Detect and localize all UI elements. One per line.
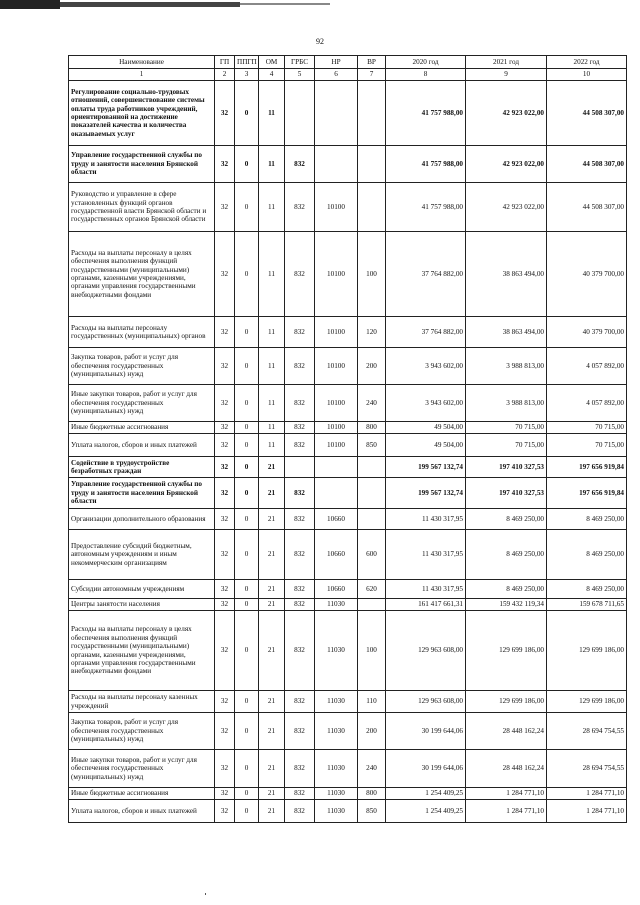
row-name-cell: Закупка товаров, работ и услуг для обеспечения государственных (муниципальных) нужд [69, 713, 215, 750]
om-cell: 11 [259, 183, 285, 232]
om-cell: 21 [259, 691, 285, 713]
row-name-cell: Содействие в трудоустройстве безработных граждан [69, 457, 215, 478]
gp-cell: 32 [215, 232, 235, 317]
amount-2022-cell: 159 678 711,65 [547, 599, 627, 611]
om-cell: 21 [259, 509, 285, 530]
grbs-cell: 832 [285, 530, 315, 580]
ppgp-cell: 0 [235, 509, 259, 530]
ppgp-cell: 0 [235, 146, 259, 183]
vr-cell [358, 81, 386, 146]
amount-2020-cell: 199 567 132,74 [386, 478, 466, 509]
ppgp-cell: 0 [235, 599, 259, 611]
col-number: 1 [69, 69, 215, 81]
amount-2022-cell: 44 508 307,00 [547, 81, 627, 146]
vr-cell: 100 [358, 611, 386, 691]
om-cell: 21 [259, 611, 285, 691]
ppgp-cell: 0 [235, 691, 259, 713]
col-number: 8 [386, 69, 466, 81]
table-row [69, 691, 627, 713]
header-row [69, 56, 627, 69]
amount-2022-cell: 28 694 754,55 [547, 750, 627, 788]
ppgp-cell: 0 [235, 81, 259, 146]
ppgp-cell: 0 [235, 530, 259, 580]
nr-cell: 10100 [315, 232, 358, 317]
ppgp-cell: 0 [235, 317, 259, 348]
col-header-ppgp: ППГП [235, 56, 259, 69]
nr-cell: 10100 [315, 422, 358, 434]
scan-speck [205, 893, 206, 895]
om-cell: 11 [259, 434, 285, 457]
col-header-2020: 2020 год [386, 56, 466, 69]
gp-cell: 32 [215, 750, 235, 788]
col-number: 6 [315, 69, 358, 81]
gp-cell: 32 [215, 385, 235, 422]
table-body [69, 81, 627, 823]
row-name-cell: Закупка товаров, работ и услуг для обеспечения государственных (муниципальных) нужд [69, 348, 215, 385]
ppgp-cell: 0 [235, 434, 259, 457]
nr-cell: 10660 [315, 530, 358, 580]
nr-cell: 10100 [315, 385, 358, 422]
col-header-vr: ВР [358, 56, 386, 69]
amount-2020-cell: 41 757 988,00 [386, 146, 466, 183]
amount-2022-cell: 28 694 754,55 [547, 713, 627, 750]
ppgp-cell: 0 [235, 611, 259, 691]
row-name-cell: Расходы на выплаты персоналу в целях обеспечения выполнения функций государственными (муниципальными) органами, казенными учреждениями, органами управления государственными внебюджетными фондами [69, 232, 215, 317]
col-header-name: Наименование [69, 56, 215, 69]
nr-cell: 10100 [315, 348, 358, 385]
amount-2020-cell: 49 504,00 [386, 422, 466, 434]
grbs-cell: 832 [285, 599, 315, 611]
gp-cell: 32 [215, 788, 235, 800]
om-cell: 11 [259, 81, 285, 146]
amount-2021-cell: 70 715,00 [466, 422, 547, 434]
amount-2022-cell: 8 469 250,00 [547, 509, 627, 530]
table-row [69, 434, 627, 457]
om-cell: 11 [259, 348, 285, 385]
table-row [69, 146, 627, 183]
amount-2020-cell: 41 757 988,00 [386, 81, 466, 146]
vr-cell: 850 [358, 800, 386, 823]
amount-2020-cell: 3 943 602,00 [386, 348, 466, 385]
row-name-cell: Иные закупки товаров, работ и услуг для обеспечения государственных (муниципальных) нужд [69, 750, 215, 788]
gp-cell: 32 [215, 599, 235, 611]
vr-cell: 620 [358, 580, 386, 599]
table-row [69, 599, 627, 611]
row-name-cell: Иные бюджетные ассигнования [69, 422, 215, 434]
amount-2021-cell: 8 469 250,00 [466, 530, 547, 580]
nr-cell [315, 146, 358, 183]
col-number: 5 [285, 69, 315, 81]
row-name-cell: Руководство и управление в сфере установленных функций органов государственной власти Брянской области и государственных органов Брянской области [69, 183, 215, 232]
amount-2021-cell: 197 410 327,53 [466, 478, 547, 509]
amount-2022-cell: 1 284 771,10 [547, 788, 627, 800]
vr-cell: 240 [358, 750, 386, 788]
column-number-row [69, 69, 627, 81]
table-row [69, 385, 627, 422]
gp-cell: 32 [215, 713, 235, 750]
amount-2021-cell: 42 923 022,00 [466, 81, 547, 146]
amount-2022-cell: 129 699 186,00 [547, 691, 627, 713]
vr-cell: 800 [358, 422, 386, 434]
amount-2020-cell: 129 963 608,00 [386, 611, 466, 691]
table-row [69, 788, 627, 800]
table-row [69, 530, 627, 580]
om-cell: 11 [259, 422, 285, 434]
row-name-cell: Иные закупки товаров, работ и услуг для обеспечения государственных (муниципальных) нужд [69, 385, 215, 422]
gp-cell: 32 [215, 457, 235, 478]
om-cell: 21 [259, 713, 285, 750]
amount-2021-cell: 70 715,00 [466, 434, 547, 457]
row-name-cell: Управление государственной службы по труду и занятости населения Брянской области [69, 146, 215, 183]
table-row [69, 81, 627, 146]
om-cell: 11 [259, 385, 285, 422]
amount-2020-cell: 30 199 644,06 [386, 713, 466, 750]
amount-2022-cell: 197 656 919,84 [547, 478, 627, 509]
row-name-cell: Уплата налогов, сборов и иных платежей [69, 800, 215, 823]
table-row [69, 457, 627, 478]
amount-2020-cell: 1 254 409,25 [386, 800, 466, 823]
amount-2020-cell: 161 417 661,31 [386, 599, 466, 611]
amount-2022-cell: 44 508 307,00 [547, 146, 627, 183]
row-name-cell: Расходы на выплаты персоналу в целях обеспечения выполнения функций государственными (муниципальными) органами, казенными учреждениями, органами управления государственными внебюджетными фондами [69, 611, 215, 691]
om-cell: 11 [259, 232, 285, 317]
nr-cell: 11030 [315, 750, 358, 788]
table-row [69, 478, 627, 509]
amount-2020-cell: 1 254 409,25 [386, 788, 466, 800]
ppgp-cell: 0 [235, 348, 259, 385]
nr-cell [315, 81, 358, 146]
amount-2022-cell: 197 656 919,84 [547, 457, 627, 478]
vr-cell [358, 457, 386, 478]
row-name-cell: Центры занятости населения [69, 599, 215, 611]
row-name-cell: Организации дополнительного образования [69, 509, 215, 530]
grbs-cell: 832 [285, 580, 315, 599]
nr-cell: 11030 [315, 599, 358, 611]
amount-2022-cell: 8 469 250,00 [547, 580, 627, 599]
row-name-cell: Расходы на выплаты персоналу казенных учреждений [69, 691, 215, 713]
row-name-cell: Уплата налогов, сборов и иных платежей [69, 434, 215, 457]
amount-2021-cell: 3 988 813,00 [466, 385, 547, 422]
grbs-cell: 832 [285, 509, 315, 530]
table-row [69, 750, 627, 788]
grbs-cell: 832 [285, 422, 315, 434]
col-header-gp: ГП [215, 56, 235, 69]
amount-2021-cell: 129 699 186,00 [466, 611, 547, 691]
om-cell: 11 [259, 317, 285, 348]
vr-cell [358, 599, 386, 611]
col-number: 2 [215, 69, 235, 81]
nr-cell: 10660 [315, 580, 358, 599]
grbs-cell: 832 [285, 750, 315, 788]
grbs-cell: 832 [285, 385, 315, 422]
gp-cell: 32 [215, 800, 235, 823]
ppgp-cell: 0 [235, 478, 259, 509]
vr-cell: 600 [358, 530, 386, 580]
gp-cell: 32 [215, 611, 235, 691]
om-cell: 21 [259, 750, 285, 788]
gp-cell: 32 [215, 348, 235, 385]
table-row [69, 800, 627, 823]
vr-cell [358, 183, 386, 232]
amount-2021-cell: 159 432 119,34 [466, 599, 547, 611]
grbs-cell: 832 [285, 317, 315, 348]
col-header-grbs: ГРБС [285, 56, 315, 69]
amount-2022-cell: 8 469 250,00 [547, 530, 627, 580]
nr-cell: 11030 [315, 713, 358, 750]
amount-2022-cell: 40 379 700,00 [547, 317, 627, 348]
ppgp-cell: 0 [235, 750, 259, 788]
table-row [69, 713, 627, 750]
amount-2022-cell: 70 715,00 [547, 434, 627, 457]
table-row [69, 183, 627, 232]
col-header-2021: 2021 год [466, 56, 547, 69]
ppgp-cell: 0 [235, 580, 259, 599]
ppgp-cell: 0 [235, 788, 259, 800]
nr-cell: 11030 [315, 788, 358, 800]
gp-cell: 32 [215, 691, 235, 713]
amount-2020-cell: 129 963 608,00 [386, 691, 466, 713]
gp-cell: 32 [215, 478, 235, 509]
col-header-om: ОМ [259, 56, 285, 69]
vr-cell: 240 [358, 385, 386, 422]
amount-2021-cell: 42 923 022,00 [466, 183, 547, 232]
col-number: 9 [466, 69, 547, 81]
nr-cell: 10100 [315, 317, 358, 348]
amount-2021-cell: 8 469 250,00 [466, 580, 547, 599]
nr-cell: 10100 [315, 183, 358, 232]
om-cell: 21 [259, 800, 285, 823]
grbs-cell: 832 [285, 611, 315, 691]
scan-edge-artifact [0, 0, 330, 9]
nr-cell: 11030 [315, 611, 358, 691]
nr-cell [315, 478, 358, 509]
table-row [69, 422, 627, 434]
amount-2021-cell: 28 448 162,24 [466, 713, 547, 750]
gp-cell: 32 [215, 509, 235, 530]
grbs-cell: 832 [285, 478, 315, 509]
row-name-cell: Иные бюджетные ассигнования [69, 788, 215, 800]
amount-2021-cell: 38 863 494,00 [466, 317, 547, 348]
amount-2022-cell: 129 699 186,00 [547, 611, 627, 691]
grbs-cell: 832 [285, 183, 315, 232]
gp-cell: 32 [215, 580, 235, 599]
gp-cell: 32 [215, 434, 235, 457]
amount-2020-cell: 11 430 317,95 [386, 509, 466, 530]
grbs-cell: 832 [285, 800, 315, 823]
gp-cell: 32 [215, 422, 235, 434]
nr-cell: 11030 [315, 691, 358, 713]
vr-cell: 200 [358, 713, 386, 750]
amount-2020-cell: 11 430 317,95 [386, 530, 466, 580]
table-row [69, 611, 627, 691]
col-number: 7 [358, 69, 386, 81]
table-row [69, 580, 627, 599]
grbs-cell: 832 [285, 232, 315, 317]
nr-cell [315, 457, 358, 478]
row-name-cell: Регулирование социально-трудовых отношений, совершенствование системы оплаты труда работников учреждений, ориентированной на достижение показателей качества и количества оказываемых услуг [69, 81, 215, 146]
ppgp-cell: 0 [235, 183, 259, 232]
ppgp-cell: 0 [235, 457, 259, 478]
table-row [69, 509, 627, 530]
om-cell: 21 [259, 530, 285, 580]
table-row [69, 317, 627, 348]
col-header-nr: НР [315, 56, 358, 69]
amount-2020-cell: 37 764 882,00 [386, 232, 466, 317]
grbs-cell: 832 [285, 788, 315, 800]
gp-cell: 32 [215, 146, 235, 183]
vr-cell: 120 [358, 317, 386, 348]
col-number: 3 [235, 69, 259, 81]
amount-2020-cell: 30 199 644,06 [386, 750, 466, 788]
gp-cell: 32 [215, 183, 235, 232]
gp-cell: 32 [215, 530, 235, 580]
row-name-cell: Субсидии автономным учреждениям [69, 580, 215, 599]
om-cell: 11 [259, 146, 285, 183]
nr-cell: 10100 [315, 434, 358, 457]
grbs-cell: 832 [285, 348, 315, 385]
gp-cell: 32 [215, 317, 235, 348]
ppgp-cell: 0 [235, 385, 259, 422]
grbs-cell: 832 [285, 434, 315, 457]
vr-cell: 800 [358, 788, 386, 800]
om-cell: 21 [259, 478, 285, 509]
grbs-cell: 832 [285, 713, 315, 750]
gp-cell: 32 [215, 81, 235, 146]
amount-2022-cell: 70 715,00 [547, 422, 627, 434]
amount-2020-cell: 199 567 132,74 [386, 457, 466, 478]
page-number: 92 [316, 37, 324, 46]
grbs-cell: 832 [285, 146, 315, 183]
grbs-cell [285, 81, 315, 146]
vr-cell: 110 [358, 691, 386, 713]
amount-2020-cell: 3 943 602,00 [386, 385, 466, 422]
col-header-2022: 2022 год [547, 56, 627, 69]
grbs-cell [285, 457, 315, 478]
col-number: 10 [547, 69, 627, 81]
ppgp-cell: 0 [235, 800, 259, 823]
amount-2021-cell: 28 448 162,24 [466, 750, 547, 788]
amount-2022-cell: 4 057 892,00 [547, 348, 627, 385]
amount-2022-cell: 40 379 700,00 [547, 232, 627, 317]
amount-2020-cell: 11 430 317,95 [386, 580, 466, 599]
om-cell: 21 [259, 457, 285, 478]
amount-2020-cell: 37 764 882,00 [386, 317, 466, 348]
amount-2020-cell: 41 757 988,00 [386, 183, 466, 232]
vr-cell: 850 [358, 434, 386, 457]
amount-2021-cell: 3 988 813,00 [466, 348, 547, 385]
vr-cell: 200 [358, 348, 386, 385]
table-row [69, 232, 627, 317]
row-name-cell: Управление государственной службы по труду и занятости населения Брянской области [69, 478, 215, 509]
amount-2022-cell: 1 284 771,10 [547, 800, 627, 823]
amount-2021-cell: 197 410 327,53 [466, 457, 547, 478]
col-number: 4 [259, 69, 285, 81]
om-cell: 21 [259, 599, 285, 611]
budget-table [68, 55, 627, 823]
amount-2020-cell: 49 504,00 [386, 434, 466, 457]
amount-2022-cell: 4 057 892,00 [547, 385, 627, 422]
grbs-cell: 832 [285, 691, 315, 713]
row-name-cell: Расходы на выплаты персоналу государственных (муниципальных) органов [69, 317, 215, 348]
vr-cell [358, 509, 386, 530]
row-name-cell: Предоставление субсидий бюджетным, автономным учреждениям и иным некоммерческим организациям [69, 530, 215, 580]
ppgp-cell: 0 [235, 422, 259, 434]
om-cell: 21 [259, 580, 285, 599]
om-cell: 21 [259, 788, 285, 800]
amount-2021-cell: 1 284 771,10 [466, 800, 547, 823]
amount-2022-cell: 44 508 307,00 [547, 183, 627, 232]
nr-cell: 10660 [315, 509, 358, 530]
vr-cell [358, 146, 386, 183]
table-row [69, 348, 627, 385]
amount-2021-cell: 8 469 250,00 [466, 509, 547, 530]
ppgp-cell: 0 [235, 232, 259, 317]
ppgp-cell: 0 [235, 713, 259, 750]
amount-2021-cell: 129 699 186,00 [466, 691, 547, 713]
vr-cell [358, 478, 386, 509]
vr-cell: 100 [358, 232, 386, 317]
amount-2021-cell: 42 923 022,00 [466, 146, 547, 183]
amount-2021-cell: 38 863 494,00 [466, 232, 547, 317]
amount-2021-cell: 1 284 771,10 [466, 788, 547, 800]
nr-cell: 11030 [315, 800, 358, 823]
